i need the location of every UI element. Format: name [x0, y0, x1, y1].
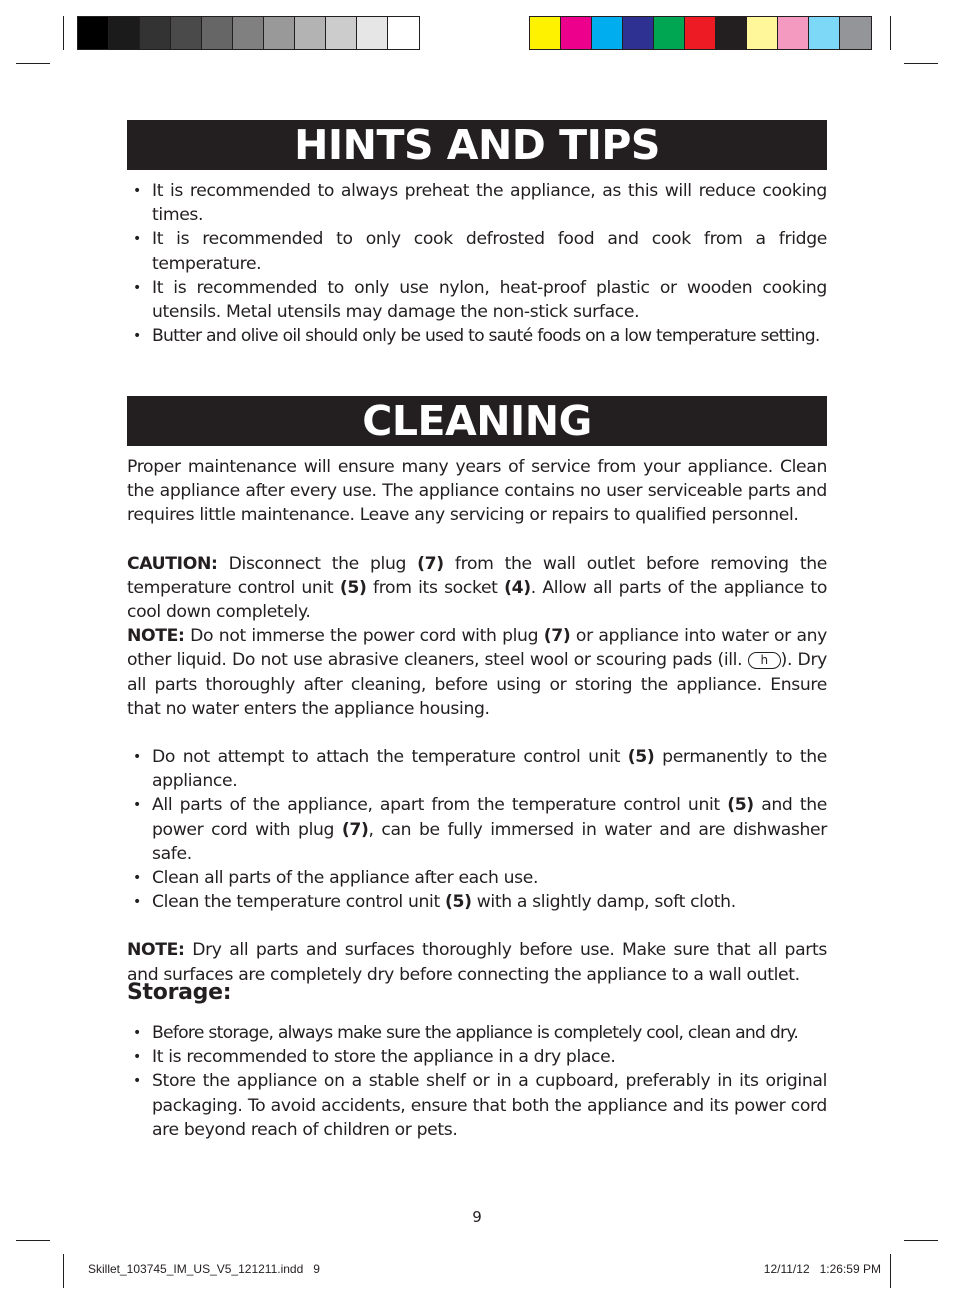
grayscale-color-bar — [77, 16, 420, 50]
text: Dry all parts and surfaces thoroughly before use. Make sure that all parts and surfaces are completely dry before connecting the appliance to a wall outlet. — [127, 940, 827, 985]
part-ref: (5) — [339, 577, 367, 598]
illustration-ref-badge: h — [748, 652, 781, 669]
part-ref: (5) — [444, 892, 472, 913]
process-color-swatch — [716, 17, 747, 49]
cleaning-intro: Proper maintenance will ensure many years of service from your appliance. Clean the appliance after every use. The appliance contains no user serviceable parts and requires little maintenance. Leave any servicing or repairs to qualified personnel. — [127, 457, 827, 526]
list-item: • It is recommended to only use nylon, heat-proof plastic or wooden cooking utensils. Metal utensils may damage the non-stick surface. — [127, 276, 827, 324]
list-item: • Before storage, always make sure the appliance is completely cool, clean and dry. — [127, 1021, 827, 1045]
text: , can be fully immersed in water and are dishwasher safe. — [152, 819, 827, 864]
text: Do not immerse the power cord with plug — [184, 626, 544, 647]
text: Disconnect the plug — [217, 553, 418, 574]
file-slug: Skillet_103745_IM_US_V5_121211.indd 9 — [88, 1262, 320, 1276]
text: permanently to the appliance. — [152, 747, 827, 792]
grayscale-swatch — [357, 17, 388, 49]
part-ref: (5) — [627, 747, 655, 768]
storage-heading: Storage: — [127, 980, 232, 1005]
hints-list — [127, 179, 827, 348]
grayscale-swatch — [202, 17, 233, 49]
caution-paragraph — [127, 552, 827, 625]
crop-mark-bottom-right-v — [890, 1254, 891, 1288]
grayscale-swatch — [140, 17, 171, 49]
crop-mark-top-left-v — [63, 16, 64, 50]
process-color-swatch — [685, 17, 716, 49]
crop-mark-bottom-right-h — [904, 1240, 938, 1241]
process-color-swatch — [623, 17, 654, 49]
list-item — [127, 890, 827, 914]
list-item: • It is recommended to only cook defrosted food and cook from a fridge temperature. — [127, 227, 827, 275]
process-color-swatch — [809, 17, 840, 49]
cleaning-list — [127, 745, 827, 914]
grayscale-swatch — [78, 17, 109, 49]
process-color-bar — [529, 16, 872, 50]
text: All parts of the appliance, apart from the temperature control unit — [152, 795, 728, 816]
grayscale-swatch — [264, 17, 295, 49]
list-item — [127, 866, 827, 890]
process-color-swatch — [840, 17, 871, 49]
crop-mark-top-right-h — [904, 63, 938, 64]
process-color-swatch — [561, 17, 592, 49]
list-item — [127, 793, 827, 866]
crop-mark-top-left-h — [16, 63, 50, 64]
note-label: NOTE: — [127, 626, 185, 647]
text: or appliance into water or any other liquid. Do not use abrasive cleaners, steel wool or scouring pads (ill. — [127, 626, 828, 671]
note-paragraph — [127, 938, 827, 986]
part-ref: (7) — [341, 819, 369, 840]
list-item: • It is recommended to store the appliance in a dry place. — [127, 1045, 827, 1069]
part-ref: (7) — [417, 553, 444, 574]
process-color-swatch — [654, 17, 685, 49]
text: ). Dry all parts thoroughly after cleaning, before using or storing the appliance. Ensure that no water enters the appliance housing. — [127, 650, 827, 719]
list-item: • Butter and olive oil should only be used to sauté foods on a low temperature setting. — [127, 324, 827, 348]
print-timestamp: 12/11/12 1:26:59 PM — [763, 1262, 881, 1276]
note-paragraph — [127, 624, 827, 721]
process-color-swatch — [530, 17, 561, 49]
process-color-swatch — [747, 17, 778, 49]
grayscale-swatch — [295, 17, 326, 49]
text: from its socket — [366, 577, 505, 598]
part-ref: (4) — [504, 577, 531, 598]
list-item — [127, 745, 827, 793]
text: and the power cord with plug — [152, 795, 828, 840]
crop-mark-bottom-left-v — [63, 1254, 64, 1288]
cleaning-heading: CLEANING — [127, 396, 827, 446]
text: Do not attempt to attach the temperature control unit — [152, 747, 628, 768]
crop-mark-bottom-left-h — [16, 1240, 50, 1241]
process-color-swatch — [592, 17, 623, 49]
grayscale-swatch — [233, 17, 264, 49]
process-color-swatch — [778, 17, 809, 49]
list-item: • Store the appliance on a stable shelf or in a cupboard, preferably in its original packaging. To avoid accidents, ensure that both the appliance and its power cord are beyond reach of children or pets. — [127, 1069, 827, 1142]
crop-mark-top-right-v — [890, 16, 891, 50]
hints-heading: HINTS AND TIPS — [127, 120, 827, 170]
grayscale-swatch — [171, 17, 202, 49]
grayscale-swatch — [326, 17, 357, 49]
text: with a slightly damp, soft cloth. — [471, 892, 736, 913]
text: Clean the temperature control unit — [152, 892, 445, 913]
text: . Allow all parts of the appliance to cool down completely. — [127, 577, 827, 623]
list-item: • It is recommended to always preheat the appliance, as this will reduce cooking times. — [127, 179, 827, 227]
caution-label: CAUTION: — [127, 553, 218, 574]
text: from the wall outlet before removing the temperature control unit — [127, 553, 827, 598]
storage-list — [127, 1021, 827, 1142]
note-label: NOTE: — [127, 940, 185, 961]
part-ref: (5) — [727, 795, 754, 816]
text: Clean all parts of the appliance after each use. — [152, 868, 539, 889]
part-ref: (7) — [543, 626, 571, 647]
grayscale-swatch — [109, 17, 140, 49]
grayscale-swatch — [388, 17, 419, 49]
cleaning-body — [127, 455, 827, 987]
page-number: 9 — [472, 1208, 482, 1226]
